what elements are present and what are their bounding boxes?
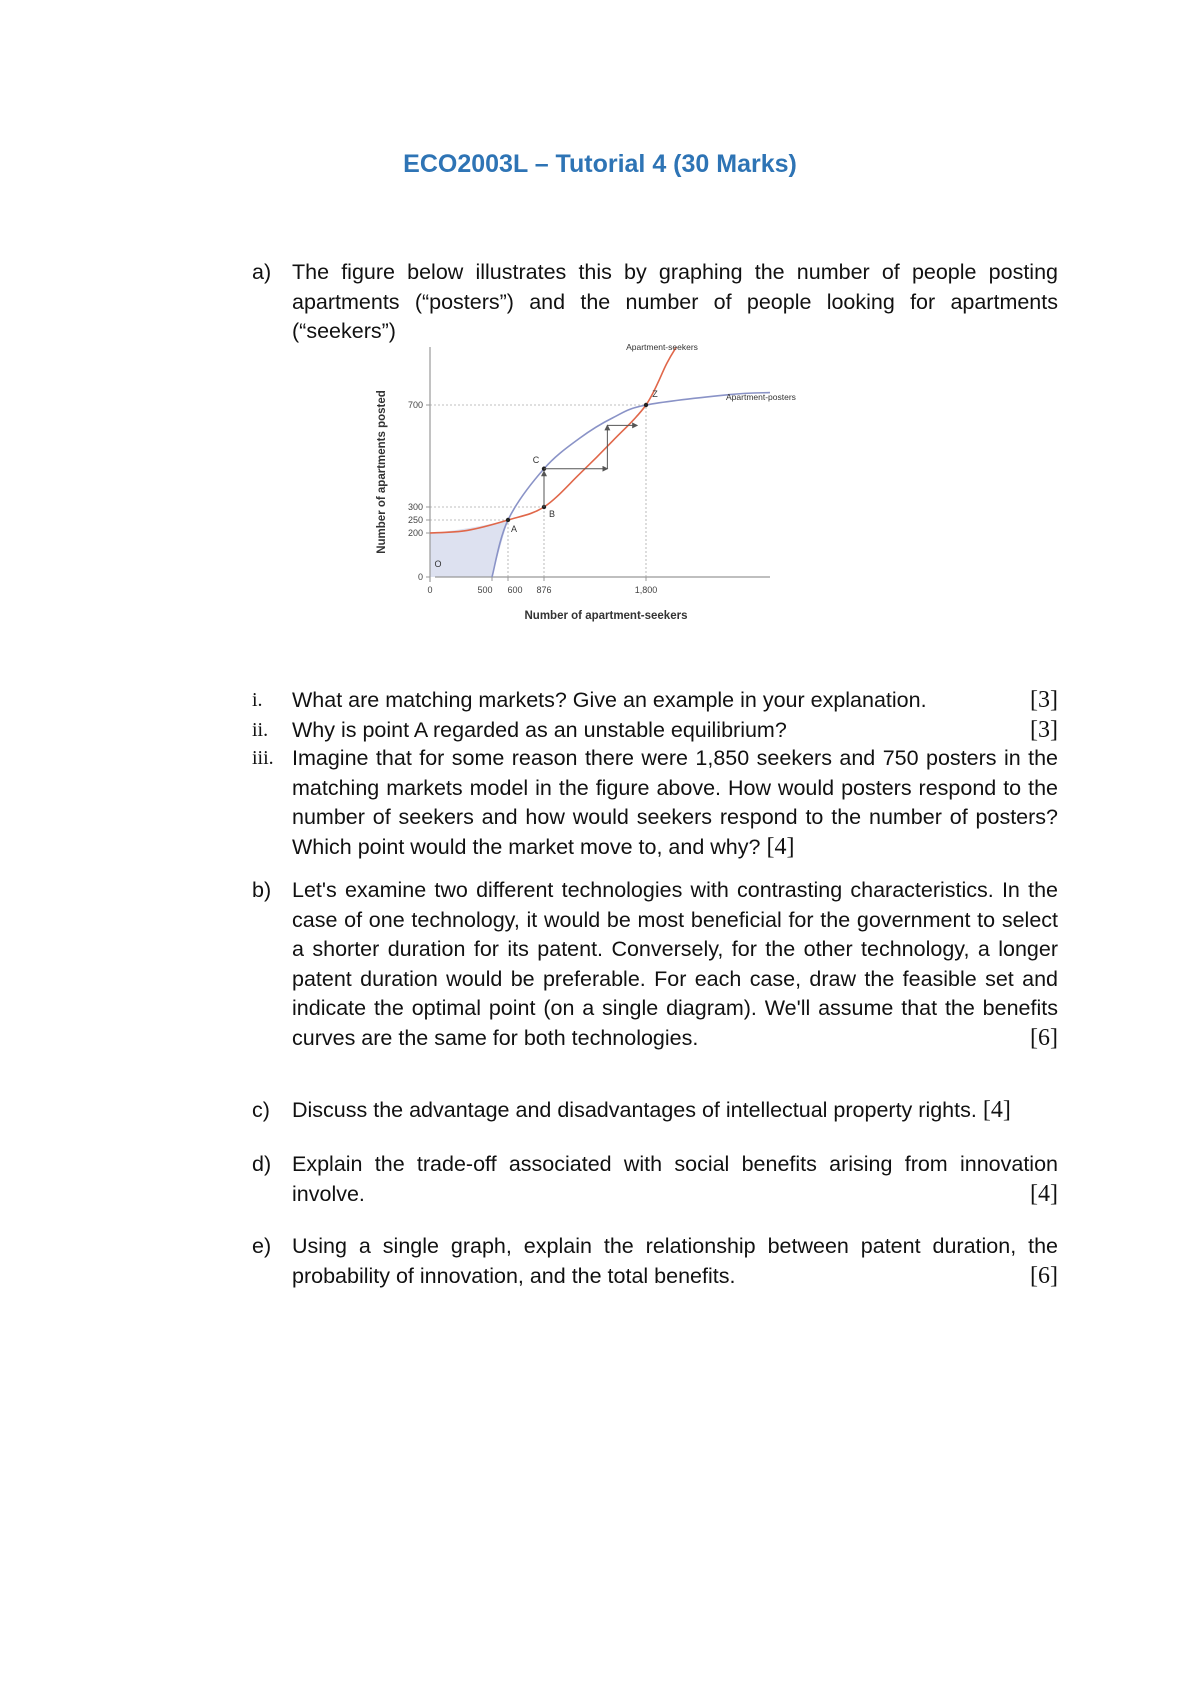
matching-market-chart bbox=[376, 342, 910, 687]
apartment-posters-curve bbox=[492, 393, 770, 577]
point-label-b: B bbox=[548, 509, 556, 519]
question-d-text: Explain the trade-off associated with social benefits arising from innovation involve. bbox=[292, 1152, 1058, 1206]
point-z bbox=[644, 403, 648, 407]
question-a-i-mark: [3] bbox=[1030, 687, 1058, 713]
x-tick-label: 876 bbox=[536, 585, 552, 595]
shaded-region bbox=[430, 520, 508, 577]
x-axis-label: Number of apartment-seekers bbox=[524, 610, 688, 622]
point-label-c: C bbox=[532, 454, 540, 465]
question-d-label: d) bbox=[252, 1152, 272, 1176]
question-a-ii-mark: [3] bbox=[1030, 717, 1058, 743]
question-d-mark: [4] bbox=[1030, 1180, 1058, 1207]
question-a bbox=[252, 258, 1058, 347]
point-a bbox=[506, 518, 510, 522]
y-axis-label: Number of apartments posted bbox=[376, 390, 388, 554]
question-c-label: c) bbox=[252, 1098, 270, 1122]
question-d bbox=[252, 1150, 1058, 1209]
apartment-seekers-curve bbox=[430, 347, 676, 533]
question-c-mark: [4] bbox=[982, 1097, 1011, 1123]
point-label-a: A bbox=[510, 524, 518, 534]
question-a-iii-text: Imagine that for some reason there were 1,850 seekers and 750 posters in the matching markets model in the figure above. How would posters respond to the number of seekers and how would seekers respond to the number of posters? Which point would the market move to, and why? bbox=[292, 746, 1058, 859]
question-a-iii bbox=[252, 744, 1058, 862]
question-b-text: Let's examine two different technologies with contrasting characteristics. In the case of one technology, it would be most beneficial for the government to select a shorter duration for its patent. Conversely, for the other technology, a longer patent duration would be preferable. For each case, draw the feasible set and indicate the optimal point (on a single diagram). We'll assume that the benefits curves are the same for both technologies. bbox=[292, 878, 1058, 1050]
question-e-text: Using a single graph, explain the relationship between patent duration, the probability of innovation, and the total benefits. bbox=[292, 1234, 1058, 1288]
question-c-text: Discuss the advantage and disadvantages of intellectual property rights. bbox=[292, 1098, 977, 1122]
seekers-legend: Apartment-seekers bbox=[626, 342, 698, 352]
question-c bbox=[252, 1096, 1058, 1126]
y-tick-label: 700 bbox=[407, 400, 423, 410]
question-a-label: a) bbox=[252, 260, 272, 284]
x-tick-label: 600 bbox=[507, 585, 523, 595]
question-a-ii-label: ii. bbox=[252, 719, 269, 741]
question-a-ii bbox=[252, 716, 1058, 746]
question-b bbox=[252, 876, 1058, 1053]
x-tick-label: 500 bbox=[477, 585, 493, 595]
question-a-ii-text: Why is point A regarded as an unstable equilibrium? bbox=[292, 718, 787, 742]
x-tick-label: 1,800 bbox=[634, 585, 658, 595]
y-tick-label: 250 bbox=[407, 515, 423, 525]
point-label-o: O bbox=[434, 559, 442, 569]
y-tick-label: 0 bbox=[417, 572, 423, 582]
question-a-text: The figure below illustrates this by graphing the number of people posting apartments (“posters”) and the number of people looking for apartments (“seekers”) bbox=[292, 260, 1058, 343]
question-a-iii-label: iii. bbox=[252, 747, 274, 769]
posters-legend: Apartment-posters bbox=[726, 392, 796, 402]
page-title: ECO2003L – Tutorial 4 (30 Marks) bbox=[403, 150, 797, 178]
question-a-i-text: What are matching markets? Give an example in your explanation. bbox=[292, 688, 927, 712]
question-e bbox=[252, 1232, 1058, 1291]
question-b-label: b) bbox=[252, 878, 272, 902]
question-a-i bbox=[252, 686, 1058, 716]
question-a-i-label: i. bbox=[252, 689, 263, 711]
question-e-mark: [6] bbox=[1030, 1262, 1058, 1289]
y-tick-label: 300 bbox=[407, 502, 423, 512]
x-tick-label: 0 bbox=[427, 585, 433, 595]
question-e-label: e) bbox=[252, 1234, 272, 1258]
question-b-mark: [6] bbox=[1030, 1024, 1058, 1051]
point-label-z: Z bbox=[652, 389, 658, 399]
y-tick-label: 200 bbox=[407, 528, 423, 538]
question-a-iii-mark: [4] bbox=[766, 833, 795, 860]
